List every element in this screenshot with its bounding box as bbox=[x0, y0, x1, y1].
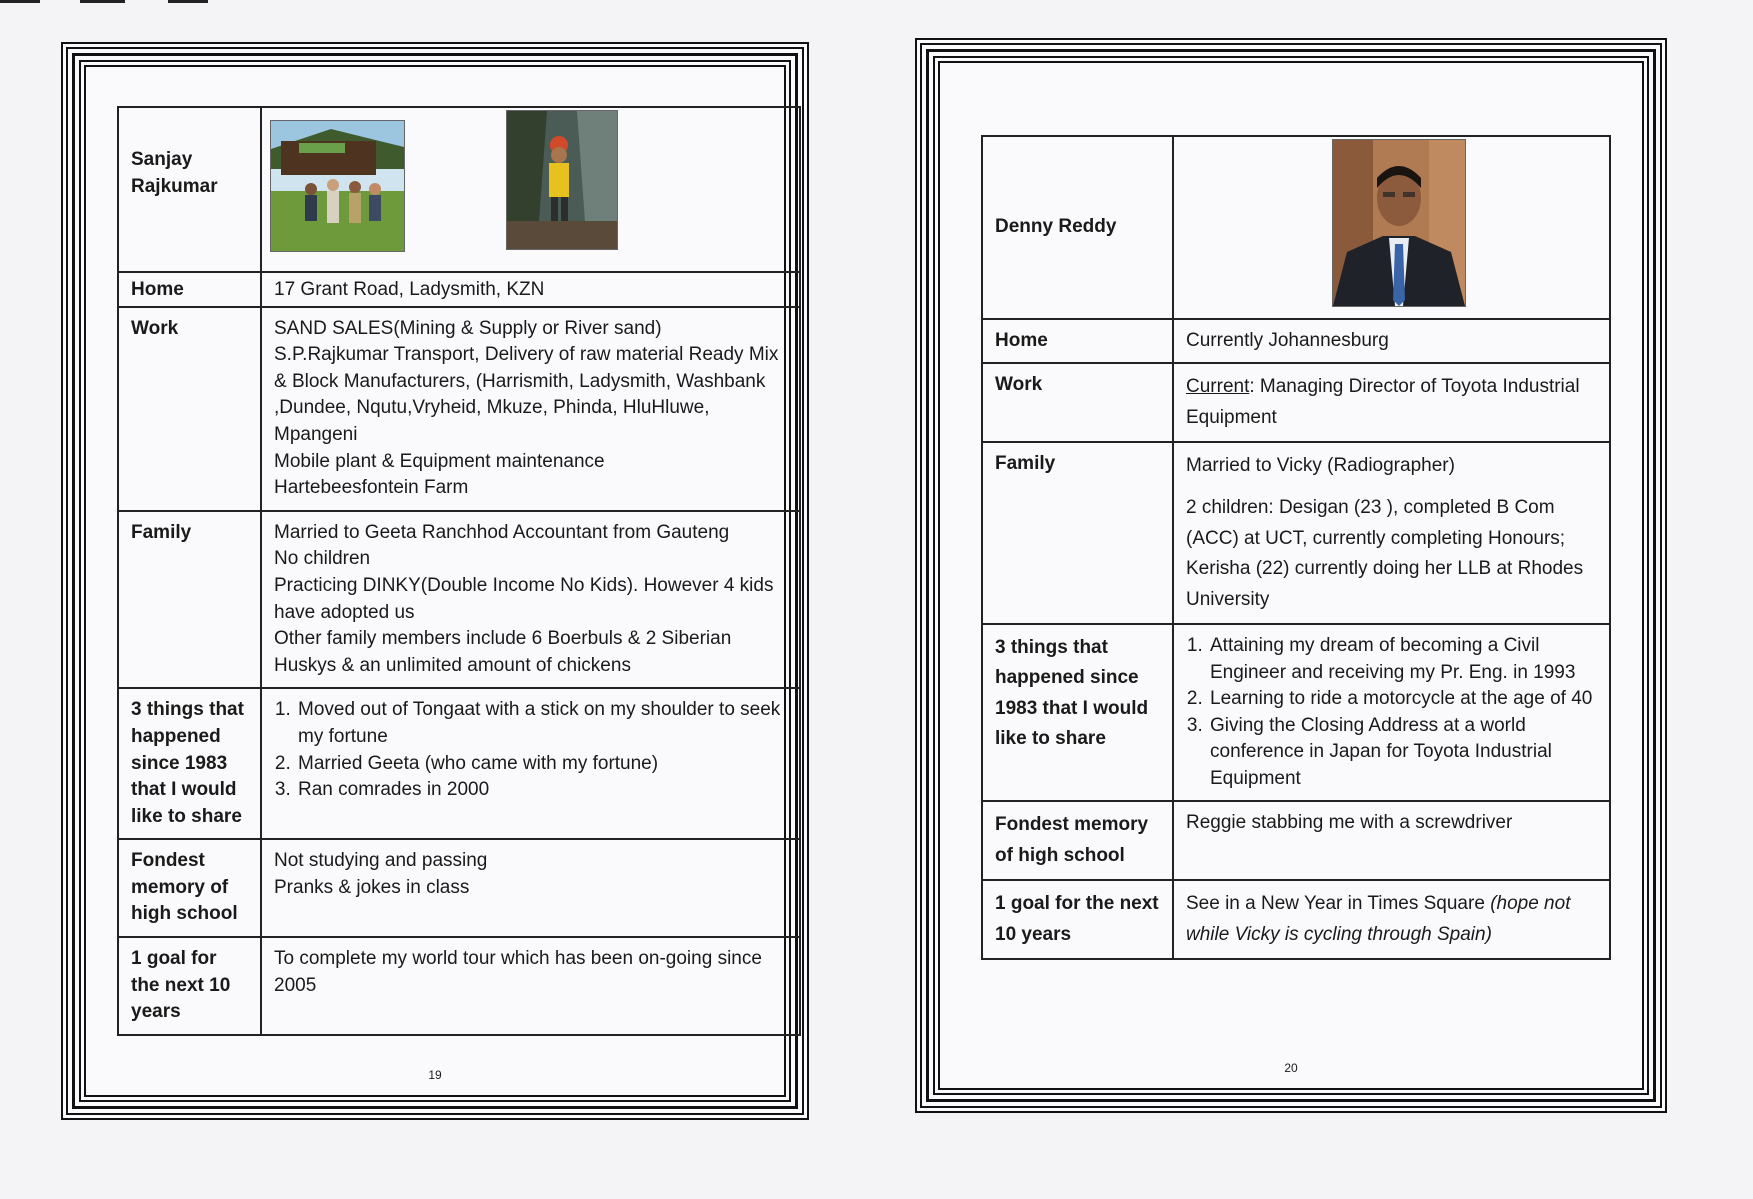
profile-name: Denny Reddy bbox=[982, 136, 1173, 319]
things-label: 3 things that happened since 1983 that I would like to share bbox=[982, 624, 1173, 802]
family-label: Family bbox=[118, 511, 261, 689]
profile-table-right bbox=[981, 135, 1611, 960]
group-photo bbox=[270, 120, 405, 252]
work-line: S.P.Rajkumar Transport, Delivery of raw material Ready Mix & Block Manufacturers, (Harrismith, Ladysmith, Washbank ,Dundee, Nqutu,Vryheid, Mkuze, Phinda, HluHluwe, Mpangeni bbox=[274, 344, 779, 445]
memory-line: Not studying and passing bbox=[274, 850, 488, 872]
work-line: Hartebeesfontein Farm bbox=[274, 477, 469, 499]
page-left bbox=[72, 53, 798, 1109]
home-label: Home bbox=[118, 272, 261, 307]
family-line: Married to Geeta Ranchhod Accountant from Gauteng bbox=[274, 521, 730, 543]
family-line: Other family members include 6 Boerbuls & 2 Siberian Huskys & an unlimited amount of chickens bbox=[274, 628, 732, 676]
family-line: 2 children: Desigan (23 ), completed B Com (ACC) at UCT, currently completing Honours; Kerisha (22) currently doing her LLB at Rhodes University bbox=[1186, 497, 1584, 610]
goal-value bbox=[1173, 880, 1610, 959]
memory-value: Reggie stabbing me with a screwdriver bbox=[1173, 801, 1610, 880]
list-item: 3. Ran comrades in 2000 bbox=[296, 777, 787, 804]
page-number: 20 bbox=[1284, 1061, 1298, 1075]
memory-value bbox=[261, 839, 800, 937]
list-item: 1. Attaining my dream of becoming a Civil Engineer and receiving my Pr. Eng. in 1993 bbox=[1208, 633, 1597, 686]
goal-label: 1 goal for the next 10 years bbox=[982, 880, 1173, 959]
portrait-photo bbox=[1332, 139, 1466, 307]
page-number: 19 bbox=[428, 1068, 442, 1082]
list-item: 2. Married Geeta (who came with my fortune) bbox=[296, 751, 787, 778]
home-value: 17 Grant Road, Ladysmith, KZN bbox=[261, 272, 800, 307]
goal-text: See in a New Year in Times Square bbox=[1186, 893, 1491, 915]
photos-cell bbox=[261, 107, 800, 272]
page-right bbox=[926, 49, 1656, 1102]
home-value: Currently Johannesburg bbox=[1173, 319, 1610, 364]
profile-table-left bbox=[117, 106, 801, 1036]
family-label: Family bbox=[982, 442, 1173, 624]
goal-note: (hope not while Vicky is cycling through Spain) bbox=[1186, 893, 1571, 945]
memory-line: Pranks & jokes in class bbox=[274, 876, 470, 898]
things-value bbox=[1173, 624, 1610, 802]
family-value bbox=[261, 511, 800, 689]
work-value bbox=[261, 307, 800, 511]
work-label: Work bbox=[982, 363, 1173, 442]
family-value bbox=[1173, 442, 1610, 624]
list-item: 2. Learning to ride a motorcycle at the age of 40 bbox=[1208, 686, 1597, 713]
work-line: SAND SALES(Mining & Supply or River sand) bbox=[274, 317, 662, 339]
work-value bbox=[1173, 363, 1610, 442]
things-list bbox=[1186, 633, 1597, 793]
bungee-photo bbox=[506, 110, 618, 250]
things-list bbox=[274, 697, 787, 803]
photo-cell bbox=[1173, 136, 1610, 319]
memory-label: Fondest memory of high school bbox=[118, 839, 261, 937]
family-line: Practicing DINKY(Double Income No Kids). However 4 kids have adopted us bbox=[274, 574, 774, 623]
family-line: Married to Vicky (Radiographer) bbox=[1186, 454, 1455, 476]
profile-name: Sanjay Rajkumar bbox=[118, 107, 261, 272]
work-prefix: Current bbox=[1186, 376, 1250, 398]
work-line: Mobile plant & Equipment maintenance bbox=[274, 450, 605, 472]
things-value bbox=[261, 688, 800, 839]
work-text: : Managing Director of Toyota Industrial Equipment bbox=[1186, 376, 1580, 428]
list-item: 3. Giving the Closing Address at a world conference in Japan for Toyota Industrial Equipment bbox=[1208, 713, 1597, 793]
family-line: No children bbox=[274, 548, 371, 570]
work-label: Work bbox=[118, 307, 261, 511]
home-label: Home bbox=[982, 319, 1173, 364]
things-label: 3 things that happened since 1983 that I would like to share bbox=[118, 688, 261, 839]
list-item: 1. Moved out of Tongaat with a stick on my shoulder to seek my fortune bbox=[296, 697, 787, 750]
goal-label: 1 goal for the next 10 years bbox=[118, 937, 261, 1035]
goal-value: To complete my world tour which has been on-going since 2005 bbox=[261, 937, 800, 1035]
memory-label: Fondest memory of high school bbox=[982, 801, 1173, 880]
